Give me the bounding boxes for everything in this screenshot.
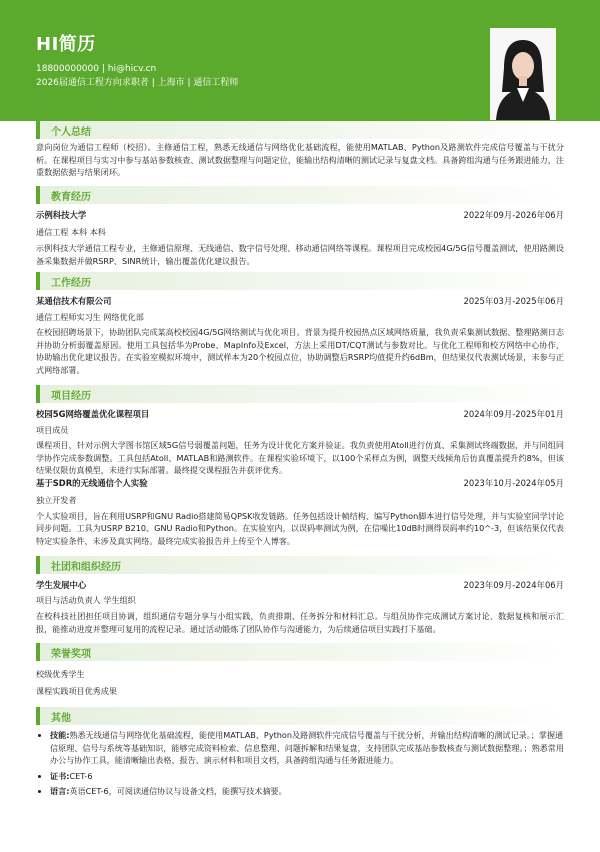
section-honors-header [36,643,564,661]
honor-item: 校级优秀学生 [36,669,85,679]
education-degree: 通信工程 本科 本科 [36,227,106,237]
contact-info [36,62,238,90]
avatar-icon [490,28,556,120]
section-title: 个人总结 [51,126,91,138]
work-desc: 在校园招聘场景下，协助团队完成某高校校园4G/5G网络测试与优化项目。背景为提升校园热点区域网络质量，我负责采集测试数据、整理路测日志并协助分析弱覆盖原因。使用工具包括华为Probe、MapInfo及Excel，方法上采用DT/CQT测试与参数对比。与优化工程师和校方网络中心协作，协助输出优化建议报告。在实验室模拟环境中，测试样本为20个校园点位，协助调整后RSRP均值提升约6dBm，但结果仅代表测试场景，未参与正式网络部署。 [36,327,564,375]
work-role: 通信工程师实习生 网络优化部 [36,312,144,322]
project-name: 校园5G网络覆盖优化课程项目 [36,409,150,419]
certificate-item [50,770,564,783]
section-others-header [36,707,564,725]
others-list [36,729,564,798]
section-education-header [36,186,564,204]
contact-intent: 2026届通信工程方向求职者 | 上海市 | 通信工程师 [36,78,239,88]
candidate-name: HI简历 [36,34,96,55]
activity-desc: 在校科技社团担任项目协调，组织通信专题分享与小组实践，负责排期、任务拆分和材料汇总。与组员协作完成测试方案讨论、数据复核和展示汇报，能推动进度并整理可复用的流程记录。通过活动锻炼了团队协作与沟通能力，为后续通信项目实践打下基础。 [36,611,564,634]
section-title: 社团和组织经历 [51,561,121,573]
language-label: 语言: [50,786,70,797]
activity-date: 2023年09月-2024年06月 [463,580,564,590]
project-desc: 个人实验项目，旨在利用USRP和GNU Radio搭建简易QPSK收发链路。任务包括设计帧结构、编写Python脚本进行信号处理，并与实验室同学讨论同步问题。工具为USRP B210、GNU Radio和Python。在实验室内，以误码率测试为例，在信噪比10dB时测得误码率约10^-3，但该结果仅代表特定实验条件，未涉及真实网络。最终完成实验报告并上传至个人博客。 [36,510,564,546]
section-title: 教育经历 [51,191,91,203]
profile-photo [490,28,556,120]
summary-text: 意向岗位为通信工程师（校招）。主修通信工程，熟悉无线通信与网络优化基础流程，能使用MATLAB、Python及路测软件完成信号覆盖与干扰分析。在课程项目与实习中参与基站参数核查、测试数据整理与问题定位，能输出结构清晰的测试记录与复盘文档。具备跨组沟通与任务跟进能力，注重数据依据与结果闭环。 [36,142,564,178]
section-projects-header [36,385,564,403]
certificate-label: 证书: [50,770,70,781]
section-activities-header [36,556,564,574]
org-name: 学生发展中心 [36,580,87,590]
honor-item: 课程实践项目优秀成果 [36,686,117,696]
activity-role: 项目与活动负责人 学生组织 [36,595,136,605]
project-role: 独立开发者 [36,494,77,505]
education-desc: 示例科技大学通信工程专业，主修通信原理、无线通信、数字信号处理、移动通信网络等课程。课程项目完成校园4G/5G信号覆盖测试，使用路测设备采集数据并做RSRP、SINR统计，输出覆盖优化建议报告。 [36,243,564,266]
contact-phone-email: 18800000000 | hi@hicv.cn [36,64,157,74]
project-desc: 课程项目，针对示例大学图书馆区域5G信号弱覆盖问题，任务为设计优化方案并验证。我负责使用Atoll进行仿真、采集测试终端数据，并与同组同学协作完成参数调整。工具包括Atoll、MATLAB和路测软件。在课程实验环境下，以100个采样点为例，调整天线倾角后仿真覆盖提升约8%，但该结果仅限仿真模型，未进行实际部署。最终提交课程报告并获评优秀。 [36,440,564,476]
project-date: 2024年09月-2025年01月 [463,409,564,419]
project-role: 项目成员 [36,425,69,435]
company-name: 某通信技术有限公司 [36,296,112,306]
resume-header [0,0,600,121]
section-work-header [36,272,564,290]
section-title: 荣誉奖项 [51,648,91,660]
section-title: 工作经历 [51,277,91,289]
education-date: 2022年09月-2026年06月 [463,210,564,220]
skills-label: 技能: [50,730,70,740]
certificate-text: CET-6 [69,770,93,781]
section-title: 项目经历 [51,390,91,402]
school-name: 示例科技大学 [36,210,87,220]
language-item [50,785,564,798]
work-date: 2025年03月-2025年06月 [463,296,564,306]
skills-text: 熟悉无线通信与网络优化基础流程，能使用MATLAB、Python及路测软件完成信号覆盖与干扰分析，并输出结构清晰的测试记录。；掌握通信原理、信号与系统等基础知识，能够完成资料检索、信息整理、问题拆解和结果复盘，支持团队完成基站参数核查与测试数据整理。；熟悉常用办公与协作工具，能清晰输出表格、报告、演示材料和项目文档，具备跨组沟通与任务跟进能力。 [50,730,564,766]
section-title: 其他 [51,712,71,724]
language-text: 英语CET-6，可阅读通信协议与设备文档，能撰写技术摘要。 [69,786,287,797]
project-name: 基于SDR的无线通信个人实验 [36,477,148,488]
section-summary-header [36,121,564,139]
project-date: 2023年10月-2024年05月 [463,477,564,488]
skills-item [50,729,564,767]
